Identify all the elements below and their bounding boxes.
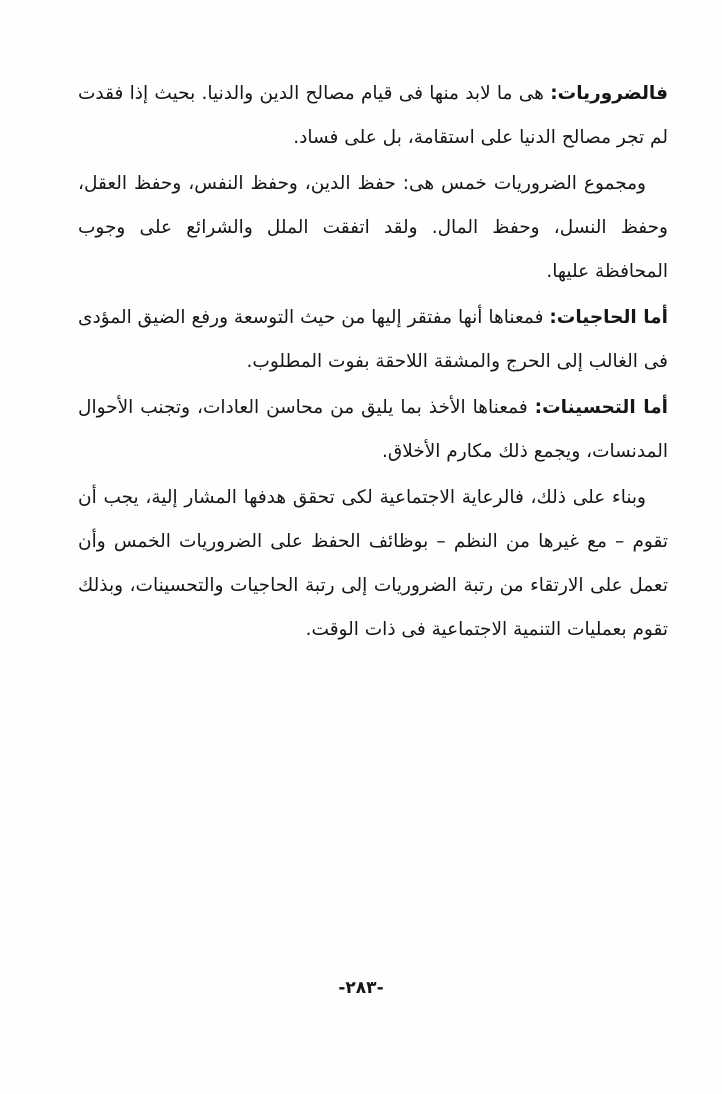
paragraph-tahsiniyat: [78, 386, 668, 474]
body-text: [78, 72, 668, 654]
paragraph-five-necessities: [78, 162, 668, 294]
term-hajiyat: أما الحاجيات:: [549, 307, 668, 328]
paragraph-text: وبناء على ذلك، فالرعاية الاجتماعية لكى تحقق هدفها المشار إلية، يجب أن تقوم – مع غيرها من النظم – بوظائف الحفظ على الضروريات الخمس وأن تعمل على الارتقاء من رتبة الضروريات إلى رتبة الحاجيات والتحسينات، وبذلك تقوم بعمليات التنمية الاجتماعية فى ذات الوقت.: [78, 487, 668, 640]
paragraph-text: فمعناها أنها مفتقر إليها من حيث التوسعة ورفع الضيق المؤدى فى الغالب إلى الحرج والمشقة اللاحقة بفوت المطلوب.: [78, 307, 668, 372]
paragraph-text: هى ما لابد منها فى قيام مصالح الدين والدنيا. بحيث إذا فقدت لم تجر مصالح الدنيا على استقامة، بل على فساد.: [78, 83, 668, 148]
paragraph-social-welfare: [78, 476, 668, 652]
term-daruriyat: فالضروريات:: [550, 83, 668, 104]
paragraph-text: فمعناها الأخذ بما يليق من محاسن العادات، وتجنب الأحوال المدنسات، ويجمع ذلك مكارم الأخلاق.: [78, 397, 668, 462]
paragraph-hajiyat: [78, 296, 668, 384]
paragraph-daruriyat: [78, 72, 668, 160]
paragraph-text: ومجموع الضروريات خمس هى: حفظ الدين، وحفظ النفس، وحفظ العقل، وحفظ النسل، وحفظ المال. ولقد اتفقت الملل والشرائع على وجوب المحافظة عليها.: [78, 173, 668, 282]
term-tahsiniyat: أما التحسينات:: [534, 397, 668, 418]
page-number: -٢٨٣-: [338, 978, 384, 998]
